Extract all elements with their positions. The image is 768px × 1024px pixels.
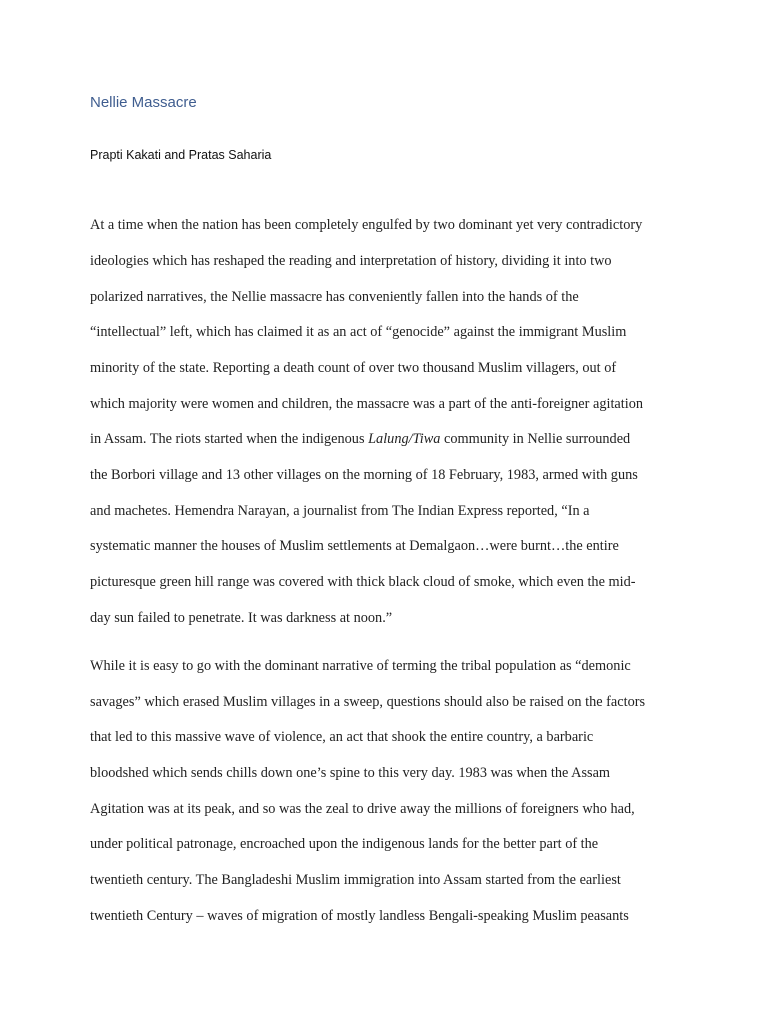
paragraph-1-line-4: “intellectual” left, which has claimed it as an act of “genocide” against the immigrant Muslim	[90, 324, 627, 340]
paragraph-2-line-5: Agitation was at its peak, and so was the zeal to drive away the millions of foreigners who had,	[90, 801, 635, 817]
paragraph-1-line-3: polarized narratives, the Nellie massacre has conveniently fallen into the hands of the	[90, 289, 579, 305]
paragraph-1-line-5: minority of the state. Reporting a death count of over two thousand Muslim villagers, out of	[90, 360, 617, 376]
paragraph-1-line-1: At a time when the nation has been completely engulfed by two dominant yet very contradictory	[90, 217, 643, 233]
paragraph-2-line-3: that led to this massive wave of violence, an act that shook the entire country, a barbaric	[90, 729, 594, 745]
paragraph-1-line-7	[90, 430, 630, 448]
paragraph-1-line-9: and machetes. Hemendra Narayan, a journalist from The Indian Express reported, “In a	[90, 503, 590, 519]
paragraph-1-line-12: day sun failed to penetrate. It was darkness at noon.”	[90, 610, 393, 626]
paragraph-1-line-8: the Borbori village and 13 other villages on the morning of 18 February, 1983, armed with guns	[90, 467, 638, 483]
paragraph-2-line-8: twentieth Century – waves of migration of mostly landless Bengali-speaking Muslim peasants	[90, 908, 629, 924]
paragraph-2-line-7: twentieth century. The Bangladeshi Muslim immigration into Assam started from the earliest	[90, 872, 621, 888]
paragraph-1-line-11: picturesque green hill range was covered with thick black cloud of smoke, which even the mid-	[90, 574, 636, 590]
paragraph-1-line-2: ideologies which has reshaped the reading and interpretation of history, dividing it into two	[90, 253, 612, 269]
line-7-text-start: in Assam. The riots started when the indigenous	[90, 431, 369, 447]
paragraph-2-line-2: savages” which erased Muslim villages in a sweep, questions should also be raised on the factors	[90, 694, 646, 710]
paragraph-2-line-4: bloodshed which sends chills down one’s spine to this very day. 1983 was when the Assam	[90, 765, 611, 781]
line-7-text-end: community in Nellie surrounded	[440, 431, 631, 447]
document-authors: Prapti Kakati and Pratas Saharia	[90, 148, 272, 162]
paragraph-1-line-10: systematic manner the houses of Muslim settlements at Demalgaon…were burnt…the entire	[90, 538, 619, 554]
lalung-tiwa-italic: Lalung/Tiwa	[368, 431, 441, 447]
paragraph-2-line-1: While it is easy to go with the dominant narrative of terming the tribal population as “demonic	[90, 658, 631, 674]
paragraph-2-line-6: under political patronage, encroached upon the indigenous lands for the better part of the	[90, 836, 599, 852]
document-title: Nellie Massacre	[90, 94, 197, 111]
paragraph-1-line-6: which majority were women and children, the massacre was a part of the anti-foreigner agitation	[90, 396, 643, 412]
